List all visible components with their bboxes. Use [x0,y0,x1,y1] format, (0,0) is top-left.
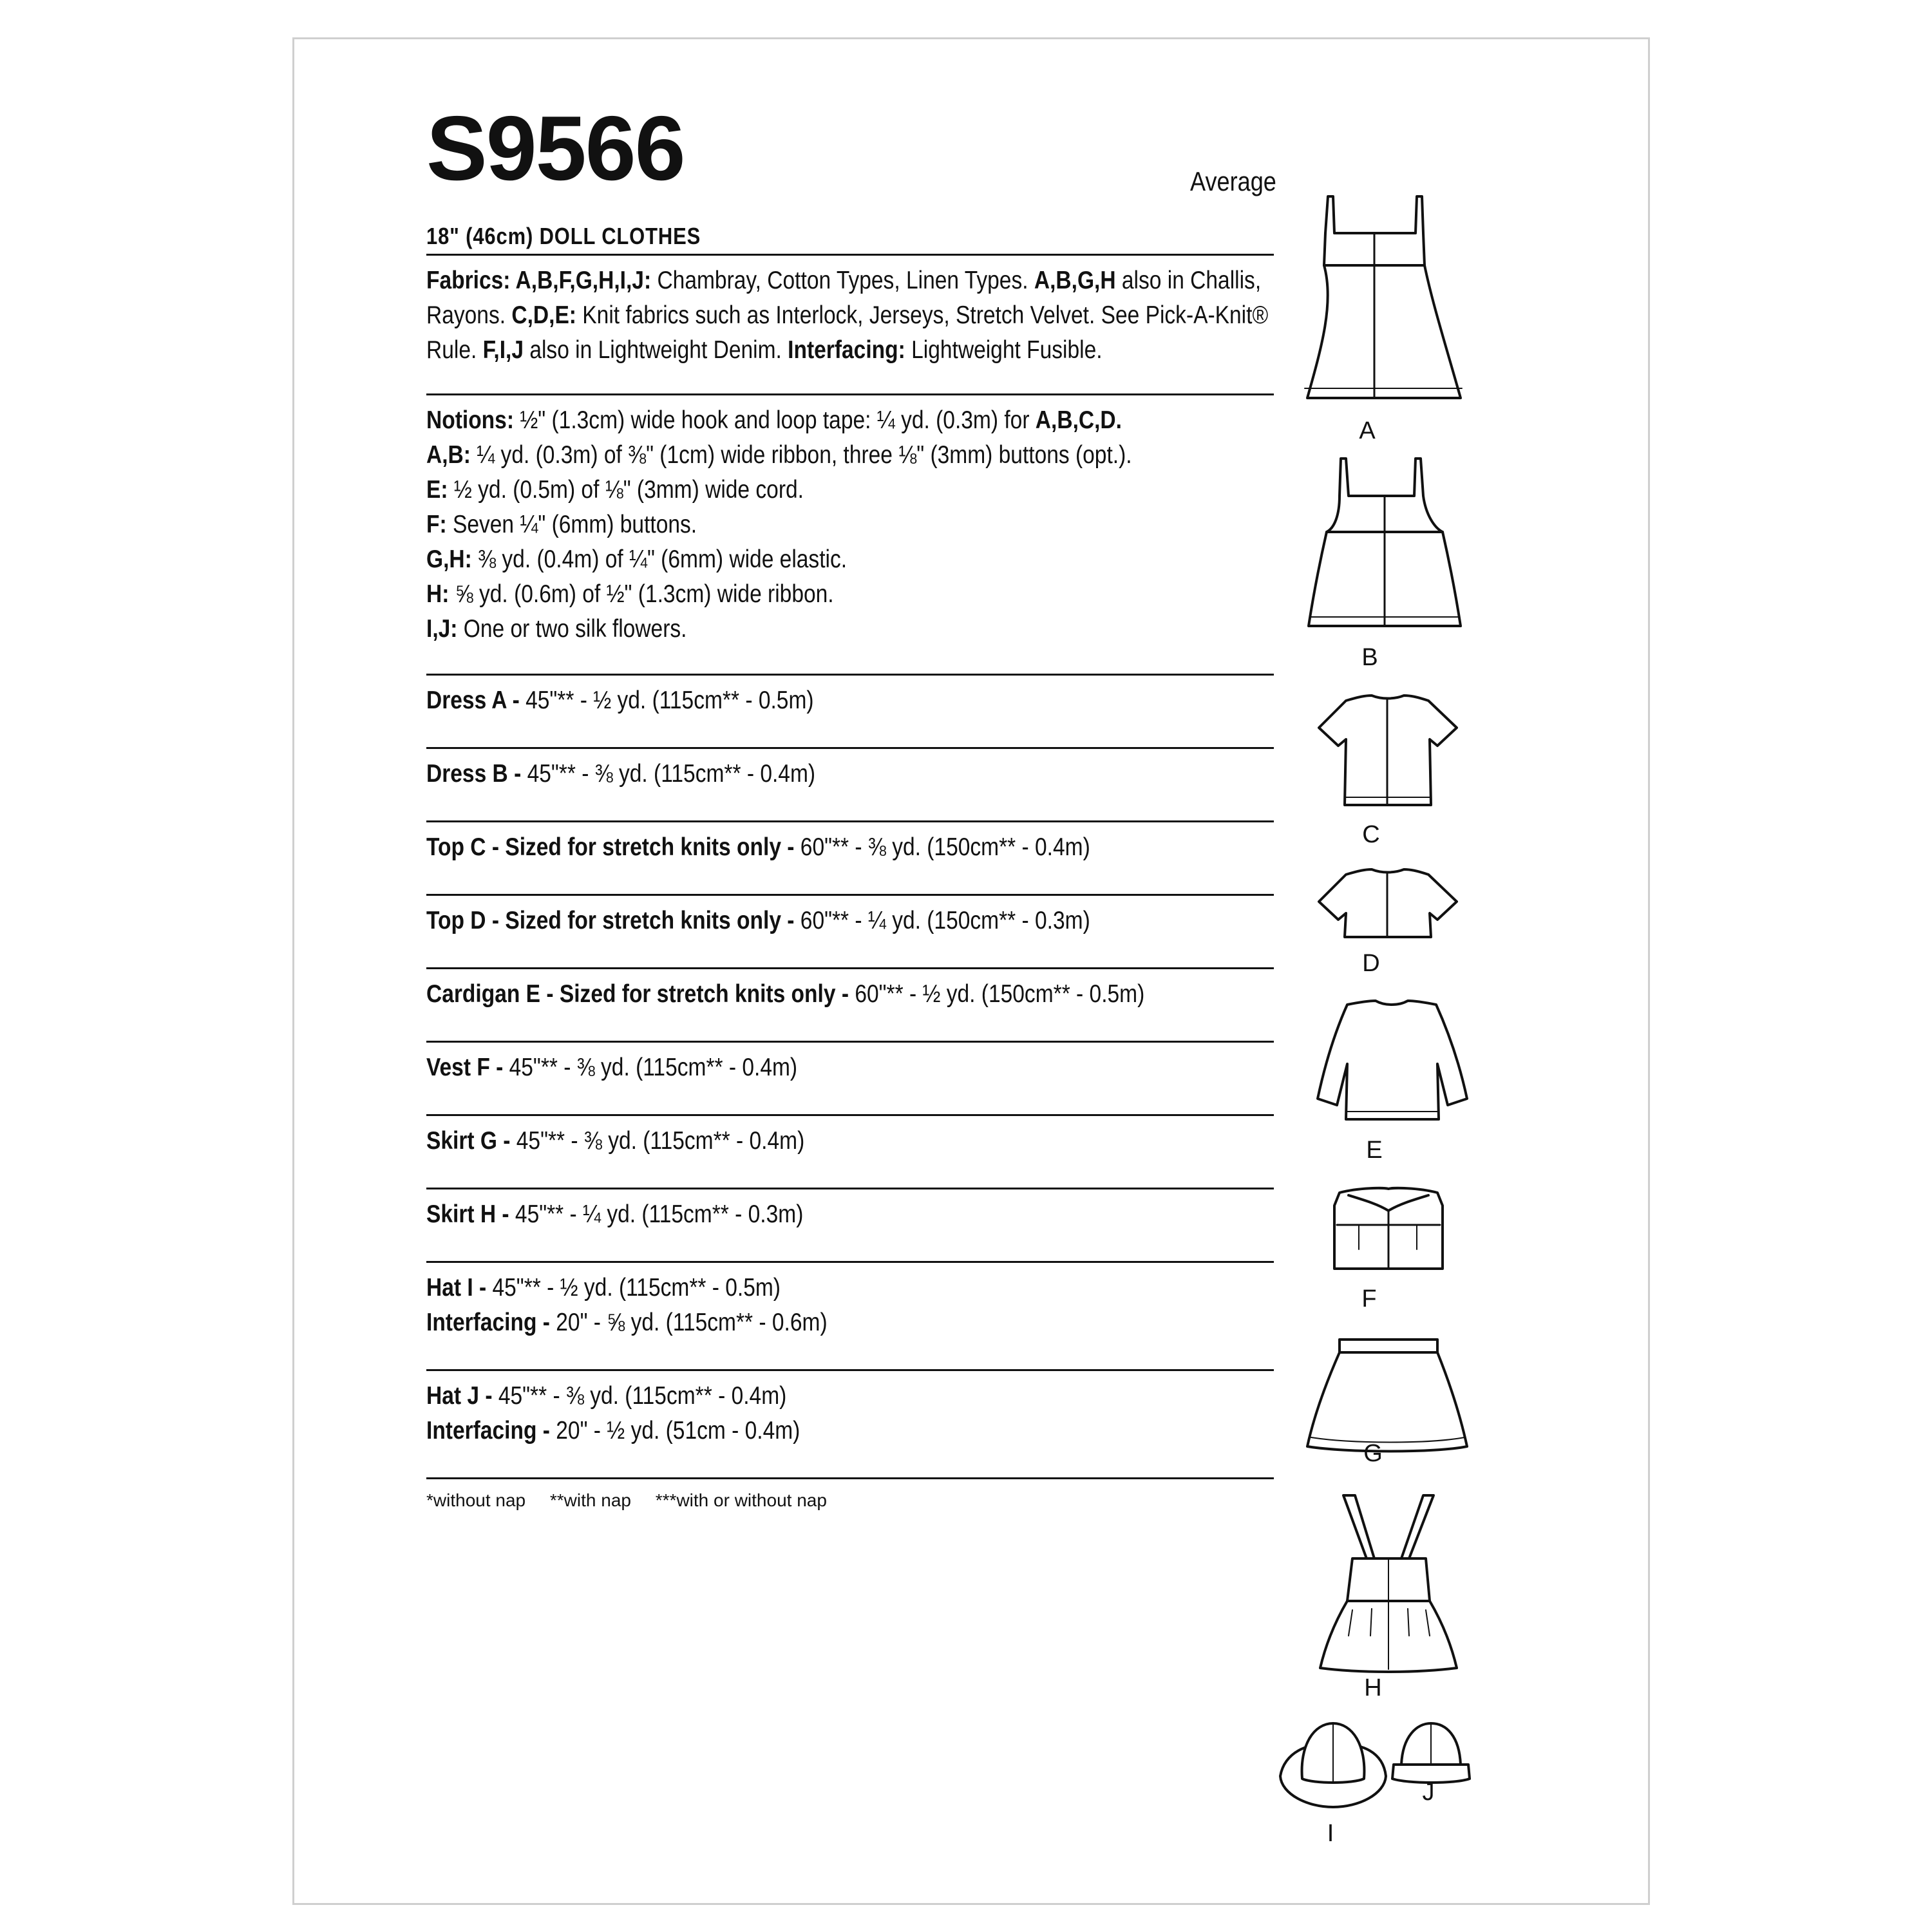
skirt-g-illustration [1307,1340,1467,1452]
notion-label: I,J: [426,615,458,643]
hat-text: 45"** - ½ yd. (115cm** - 0.5m) [486,1274,781,1302]
hat-text: 45"** - ⅜ yd. (115cm** - 0.4m) [492,1382,787,1410]
yardage-label: Dress B - [426,760,522,788]
dress-a-illustration [1305,196,1462,398]
interfacing-text: 20" - ½ yd. (51cm - 0.4m) [549,1417,800,1444]
yardage-text: 45"** - ⅜ yd. (115cm** - 0.4m) [521,760,816,788]
yardage-label: Top C - Sized for stretch knits only - [426,833,795,861]
notion-label: H: [426,580,450,608]
notion-label: Notions: [426,406,515,434]
hat-label: Hat I - [426,1274,487,1302]
notion-text: ⅜ yd. (0.4m) of ¼" (6mm) wide elastic. [471,545,848,573]
notion-label: G,H: [426,545,472,573]
footnote-with-nap: **with nap [549,1490,631,1510]
view-label-j: J [1422,1779,1435,1806]
yardage-text: 45"** - ⅜ yd. (115cm** - 0.4m) [510,1127,805,1155]
notion-text: ¼ yd. (0.3m) of ⅜" (1cm) wide ribbon, three ⅛" (3mm) buttons (opt.). [470,441,1132,469]
dress-b-illustration [1309,459,1461,626]
view-label-d: D [1362,950,1380,977]
notion-label: A,B: [426,441,471,469]
fabric-text: Rayons. [426,301,512,329]
fabric-text: Lightweight Fusible. [905,336,1103,364]
fabric-label: A,B,G,H [1034,267,1116,294]
yardage-text: 45"** - ½ yd. (115cm** - 0.5m) [519,687,814,714]
yardage-label: Vest F - [426,1054,504,1081]
fabric-text: Chambray, Cotton Types, Linen Types. [651,267,1034,294]
fabric-label: Interfacing: [788,336,905,364]
yardage-label: Cardigan E - Sized for stretch knits only - [426,980,849,1008]
notion-label: E: [426,476,448,504]
interfacing-label: Interfacing - [426,1309,550,1336]
yardage-text: 60"** - ¼ yd. (150cm** - 0.3m) [794,907,1090,934]
cardigan-e-illustration [1318,1001,1467,1119]
notion-text: ½" (1.3cm) wide hook and loop tape: ¼ yd. (0.3m) for [514,406,1036,434]
hat-i-illustration [1280,1723,1386,1807]
fabric-label: C,D,E: [511,301,576,329]
view-label-a: A [1359,417,1376,444]
hat-j-illustration [1392,1723,1470,1783]
view-label-e: E [1366,1137,1383,1164]
yardage-label: Skirt H - [426,1200,509,1228]
yardage-text: 45"** - ¼ yd. (115cm** - 0.3m) [509,1200,804,1228]
yardage-label: Top D - Sized for stretch knits only - [426,907,795,934]
view-label-i: I [1327,1820,1334,1847]
notion-text: ½ yd. (0.5m) of ⅛" (3mm) wide cord. [448,476,804,504]
footnote-with-or-without-nap: ***with or without nap [655,1490,827,1510]
fabric-label: Fabrics: A,B,F,G,H,I,J: [426,267,652,294]
pattern-subtitle: 18" (46cm) DOLL CLOTHES [426,223,701,249]
skirt-h-illustration [1320,1495,1457,1672]
yardage-text: 60"** - ⅜ yd. (150cm** - 0.4m) [794,833,1090,861]
fabric-text: Rule. [426,336,483,364]
footnote-without-nap: *without nap [426,1490,526,1510]
interfacing-text: 20" - ⅝ yd. (115cm** - 0.6m) [549,1309,828,1336]
view-label-c: C [1362,821,1380,848]
fabric-text: also in Lightweight Denim. [524,336,788,364]
notion-text: Seven ¼" (6mm) buttons. [446,511,697,538]
yardage-text: 60"** - ½ yd. (150cm** - 0.5m) [849,980,1145,1008]
interfacing-label: Interfacing - [426,1417,550,1444]
vest-f-illustration [1334,1188,1443,1269]
hat-label: Hat J - [426,1382,493,1410]
difficulty-label: Average [1190,166,1276,196]
fabric-text: Knit fabrics such as Interlock, Jerseys, Stretch Velvet. See Pick-A-Knit® [576,301,1269,329]
notion-text: ⅝ yd. (0.6m) of ½" (1.3cm) wide ribbon. [449,580,834,608]
pattern-number: S9566 [426,97,685,200]
view-label-b: B [1361,644,1378,671]
yardage-label: Dress A - [426,687,520,714]
fabric-text: also in Challis, [1115,267,1262,294]
notion-label: F: [426,511,447,538]
top-c-illustration [1319,696,1457,805]
notion-views: A,B,C,D. [1035,406,1122,434]
view-label-h: H [1364,1674,1382,1701]
view-label-g: G [1363,1440,1383,1467]
fabric-label: F,I,J [482,336,524,364]
yardage-label: Skirt G - [426,1127,511,1155]
yardage-text: 45"** - ⅜ yd. (115cm** - 0.4m) [503,1054,798,1081]
view-label-f: F [1361,1285,1377,1312]
notion-text: One or two silk flowers. [457,615,687,643]
top-d-illustration [1319,869,1457,937]
